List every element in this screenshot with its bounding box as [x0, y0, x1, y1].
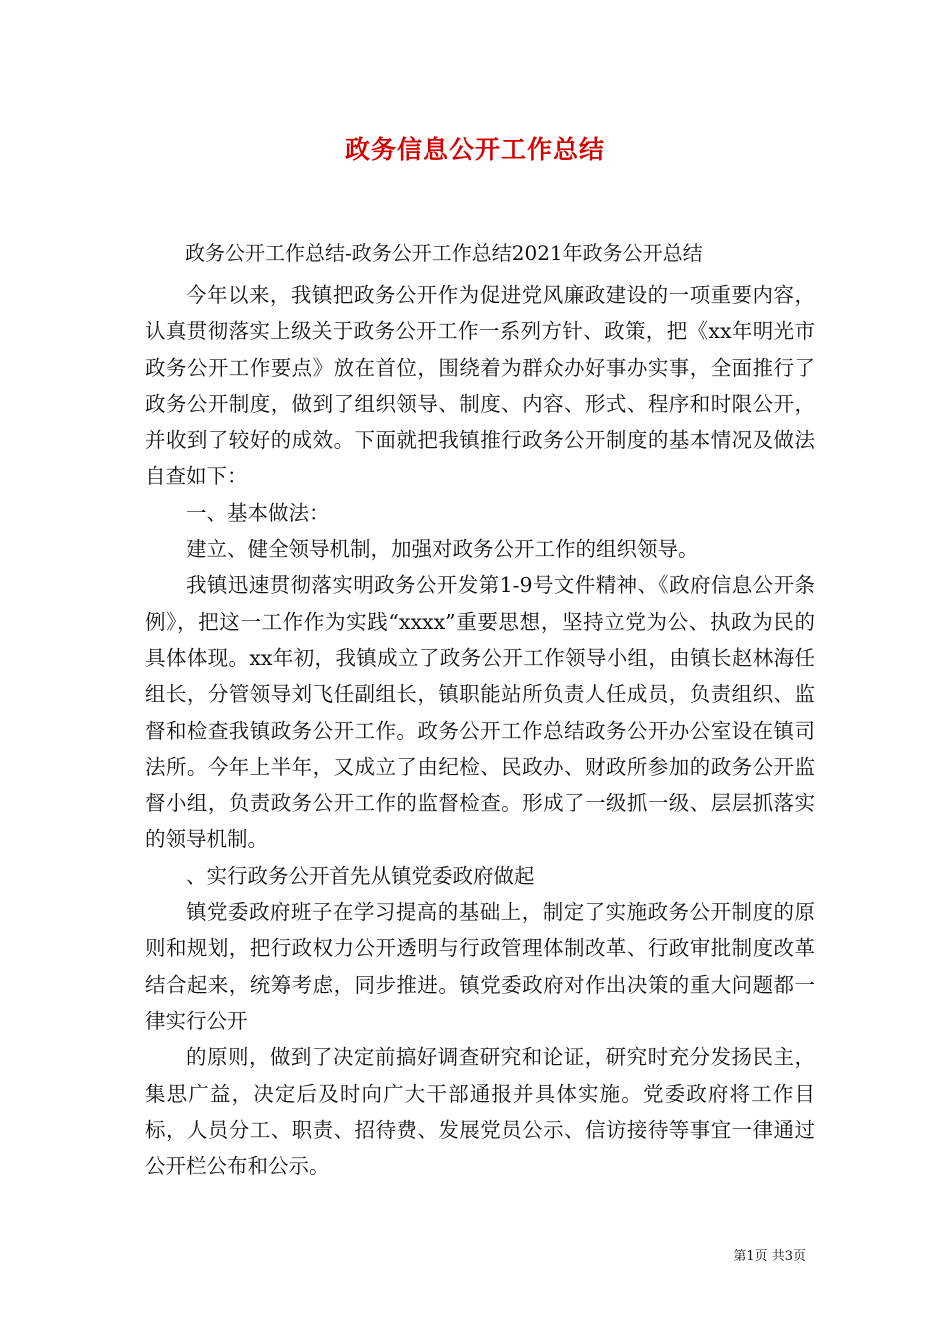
paragraph-intro: 今年以来，我镇把政务公开作为促进党风廉政建设的一项重要内容，认真贯彻落实上级关于政务公开工作一系列方针、政策，把《xx年明光市政务公开工作要点》放在首位，围绕着为群众办好事办实事，全面推行了政务公开制度，做到了组织领导、制度、内容、形式、程序和时限公开，并收到了较好的成效。下面就把我镇推行政务公开制度的基本情况及做法自查如下： — [145, 283, 815, 489]
document-subtitle: 政务公开工作总结-政务公开工作总结2021年政务公开总结 — [185, 241, 703, 265]
page-number-footer: 第1页 共3页 — [733, 1249, 806, 1264]
paragraph-implementation: 我镇迅速贯彻落实明政务公开发第1-9号文件精神、《政府信息公开条例》，把这一工作作为实践“xxxx”重要思想，坚持立党为公、执政为民的具体体现。xx年初，我镇成立了政务公开工作领导小组，由镇长赵林海任组长，分管领导刘飞任副组长，镇职能站所负责人任成员，负责组织、监督和检查我镇政务公开工作。政务公开工作总结政务公开办公室设在镇司法所。今年上半年，又成立了由纪检、民政办、财政所参加的政务公开监督小组，负责政务公开工作的监督检查。形成了一级抓一级、层层抓落实的领导机制。 — [145, 573, 815, 852]
paragraph-leadership-mechanism: 建立、健全领导机制，加强对政务公开工作的组织领导。 — [186, 537, 699, 562]
paragraph-party-committee: 镇党委政府班子在学习提高的基础上，制定了实施政务公开制度的原则和规划，把行政权力公开透明与行政管理体制改革、行政审批制度改革结合起来，统筹考虑，同步推进。镇党委政府对作出决策的重大问题都一律实行公开 — [145, 900, 815, 1033]
paragraph-heading-basic-methods: 一、基本做法： — [186, 500, 330, 525]
paragraph-heading-party-committee: 、实行政务公开首先从镇党委政府做起 — [186, 863, 535, 888]
paragraph-principles: 的原则，做到了决定前搞好调查研究和论证，研究时充分发扬民主，集思广益，决定后及时向广大干部通报并具体实施。党委政府将工作目标，人员分工、职责、招待费、发展党员公示、信访接待等事宜一律通过公开栏公布和公示。 — [145, 1045, 815, 1179]
document-body — [145, 277, 815, 1184]
page-title: 政务信息公开工作总结 — [344, 135, 605, 164]
